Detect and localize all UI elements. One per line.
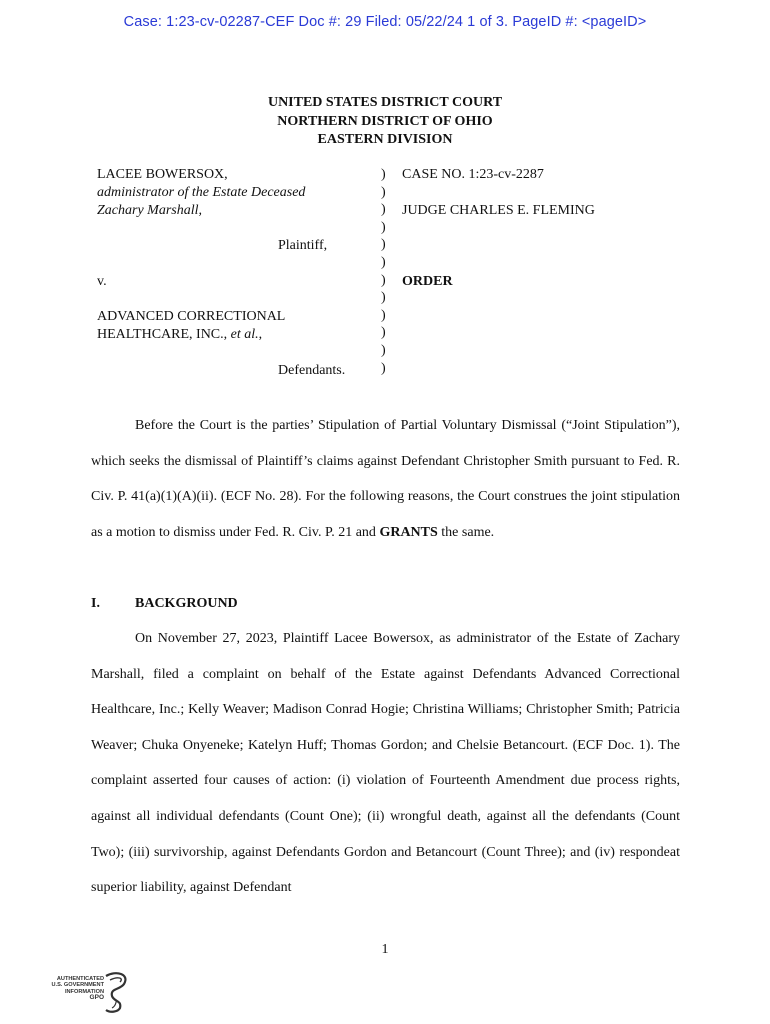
court-district: NORTHERN DISTRICT OF OHIO <box>277 113 493 129</box>
court-division: EASTERN DIVISION <box>317 132 453 147</box>
plaintiff-role-line2: Zachary Marshall, <box>97 203 202 218</box>
background-paragraph <box>91 621 680 906</box>
case-caption <box>0 166 770 386</box>
court-heading <box>0 94 770 150</box>
intro-paragraph <box>91 408 680 550</box>
case-number: CASE NO. 1:23-cv-2287 <box>402 167 544 182</box>
background-text: On November 27, 2023, Plaintiff Lacee Bowersox, as administrator of the Estate of Zachary Marshall, filed a complaint on behalf of the Estate against Defendants Advanced Correctional Healthcare, Inc.; Kelly Weaver; Madison Conrad Hogie; Christina Williams; Christopher Smith; Patricia Weaver; Chuka Onyeneke; Katelyn Huff; Thomas Gordon; and Chelsie Betancourt. (ECF Doc. 1). The complaint asserted four causes of action: (i) violation of Fourteenth Amendment due process rights, against all individual defendants (Count One); (ii) wrongful death, against all the defendants (Count Two); (iii) survivorship, against Defendants Gordon and Betancourt (Count Three); and (iv) respondeat superior liability, against Defendant <box>91 631 680 896</box>
court-name: UNITED STATES DISTRICT COURT <box>267 95 503 110</box>
page-number: 1 <box>381 942 389 957</box>
gpo-line4: GPO <box>89 994 104 1002</box>
plaintiff-role-line1: administrator of the Estate Deceased <box>97 185 306 200</box>
section-number: I. <box>91 596 100 611</box>
intro-text: Before the Court is the parties’ Stipulation of Partial Voluntary Dismissal (“Joint Stipulation”), which seeks the dismissal of Plaintiff’s claims against Defendant Christopher Smith pursuant to Fed. R. Civ. P. 41(a)(1)(A)(ii). (ECF No. 28). For the following reasons, the Court construes the joint stipulation as a motion to dismiss under Fed. R. Civ. P. 21 and <box>91 418 680 540</box>
defendant-name-line2 <box>97 326 262 344</box>
gpo-line1: AUTHENTICATED <box>56 976 104 982</box>
intro-text-end: the same. <box>437 524 495 540</box>
filing-header: Case: 1:23-cv-02287-CEF Doc #: 29 Filed: 05/22/24 1 of 3. PageID #: <pageID> <box>123 14 647 30</box>
section-title: BACKGROUND <box>135 596 238 611</box>
caption-paren-column: ) ) ) ) ) ) ) ) ) ) ) ) <box>381 167 386 376</box>
gpo-authenticated-logo <box>44 970 134 1014</box>
versus: v. <box>97 274 107 289</box>
defendant-label: Defendants. <box>278 363 346 378</box>
document-title: ORDER <box>402 274 453 289</box>
section-heading <box>91 586 680 622</box>
gpo-eagle-icon <box>102 970 132 1014</box>
defendant-name-comma: , <box>258 327 263 342</box>
gpo-line2: U.S. GOVERNMENT <box>51 982 104 989</box>
gpo-line3: INFORMATION <box>64 988 104 995</box>
gpo-logo-text <box>44 976 104 1002</box>
defendant-et-al: et al. <box>230 327 259 342</box>
defendant-name-line1: ADVANCED CORRECTIONAL <box>97 309 286 324</box>
plaintiff-name: LACEE BOWERSOX, <box>97 167 228 182</box>
defendant-name-roman: HEALTHCARE, INC., <box>97 327 231 342</box>
grants-word: GRANTS <box>379 524 438 540</box>
plaintiff-label: Plaintiff, <box>278 238 328 253</box>
judge-name: JUDGE CHARLES E. FLEMING <box>402 203 595 218</box>
